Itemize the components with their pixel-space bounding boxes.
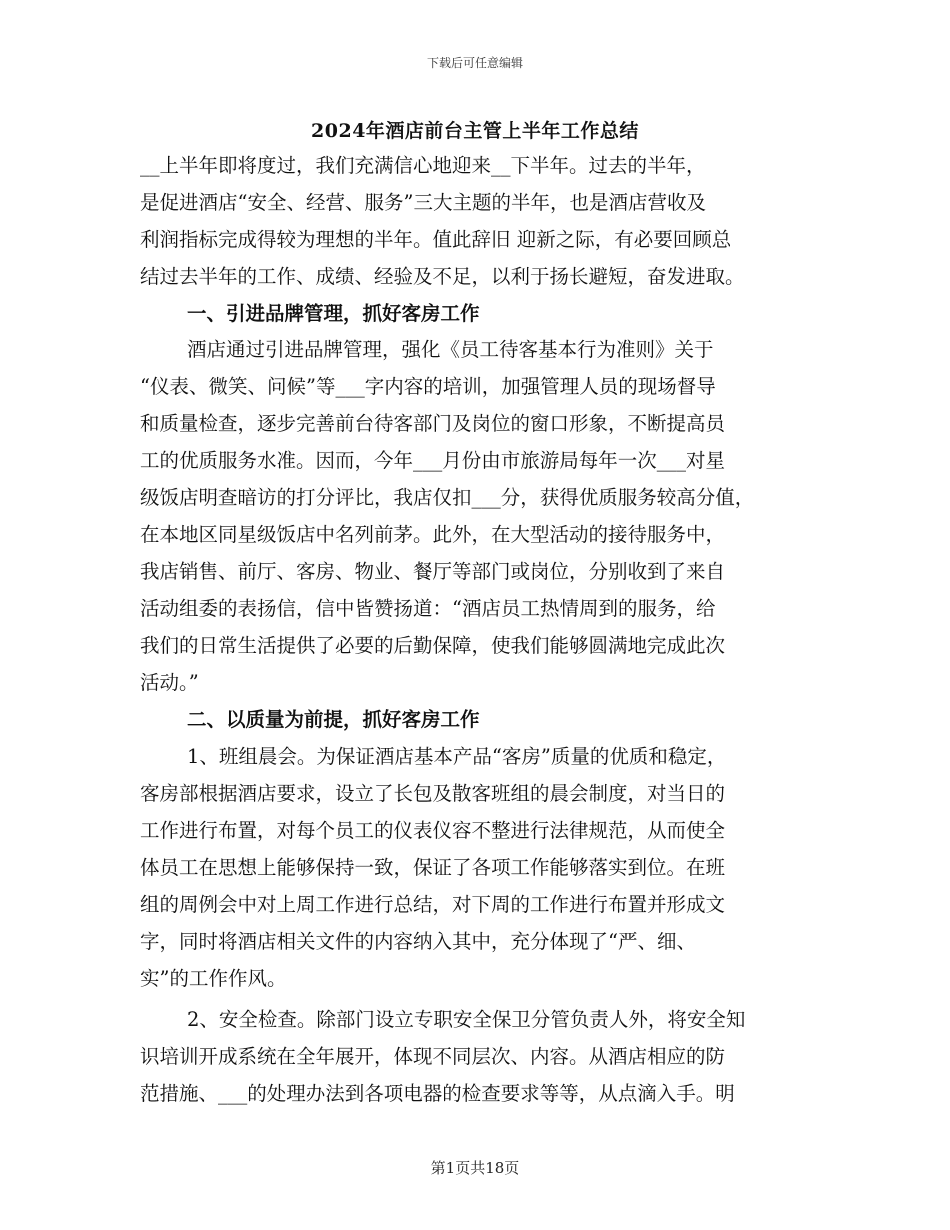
body-line: “仪表、微笑、问候”等___字内容的培训，加强管理人员的现场督导 (140, 375, 716, 398)
body-line: 识培训开成系统在全年展开，体现不同层次、内容。从酒店相应的防 (140, 1045, 726, 1068)
document-title: 2024年酒店前台主管上半年工作总结 (311, 120, 639, 142)
body-line: 我们的日常生活提供了必要的后勤保障，使我们能够圆满地完成此次 (140, 634, 726, 657)
body-line: 和质量检查，逐步完善前台待客部门及岗位的窗口形象，不断提高员 (140, 412, 726, 435)
body-line: __上半年即将度过，我们充满信心地迎来__下半年。过去的半年， (140, 154, 706, 177)
body-line: 在本地区同星级饭店中名列前茅。此外，在大型活动的接待服务中， (140, 523, 726, 546)
body-line: 活动。” (140, 671, 199, 694)
body-line: 实”的工作作风。 (140, 967, 287, 990)
body-line: 工的优质服务水准。因而，今年___月份由市旅游局每年一次___对星 (140, 449, 726, 472)
page-footer: 第1页共18页 (430, 1159, 520, 1177)
body-line: 结过去半年的工作、成绩、经验及不足，以利于扬长避短，奋发进取。 (140, 265, 745, 288)
section-heading: 一、引进品牌管理，抓好客房工作 (187, 302, 480, 325)
body-line: 我店销售、前厅、客房、物业、餐厅等部门或岗位，分别收到了来自 (140, 560, 726, 583)
body-line: 2、安全检查。除部门设立专职安全保卫分管负责人外，将安全知 (187, 1008, 746, 1031)
body-line: 体员工在思想上能够保持一致，保证了各项工作能够落实到位。在班 (140, 856, 726, 879)
body-line: 组的周例会中对上周工作进行总结，对下周的工作进行布置并形成文 (140, 893, 726, 916)
page-header: 下载后可任意编辑 (426, 56, 523, 70)
body-line: 酒店通过引进品牌管理，强化《员工待客基本行为准则》关于 (187, 338, 714, 361)
body-line: 活动组委的表扬信，信中皆赞扬道：“酒店员工热情周到的服务，给 (140, 597, 716, 620)
body-line: 1、班组晨会。为保证酒店基本产品“客房”质量的优质和稳定， (187, 745, 727, 768)
body-line: 范措施、___的处理办法到各项电器的检查要求等等，从点滴入手。明 (140, 1082, 735, 1105)
body-line: 利润指标完成得较为理想的半年。值此辞旧 迎新之际，有必要回顾总 (140, 228, 732, 251)
body-line: 工作进行布置，对每个员工的仪表仪容不整进行法律规范，从而使全 (140, 819, 726, 842)
body-line: 字，同时将酒店相关文件的内容纳入其中，充分体现了“严、细、 (140, 930, 696, 953)
body-line: 级饭店明查暗访的打分评比，我店仅扣___分，获得优质服务较高分值， (140, 486, 755, 509)
body-line: 是促进酒店“安全、经营、服务”三大主题的半年，也是酒店营收及 (140, 191, 706, 214)
section-heading: 二、以质量为前提，抓好客房工作 (187, 708, 480, 731)
body-line: 客房部根据酒店要求，设立了长包及散客班组的晨会制度，对当日的 (140, 782, 726, 805)
